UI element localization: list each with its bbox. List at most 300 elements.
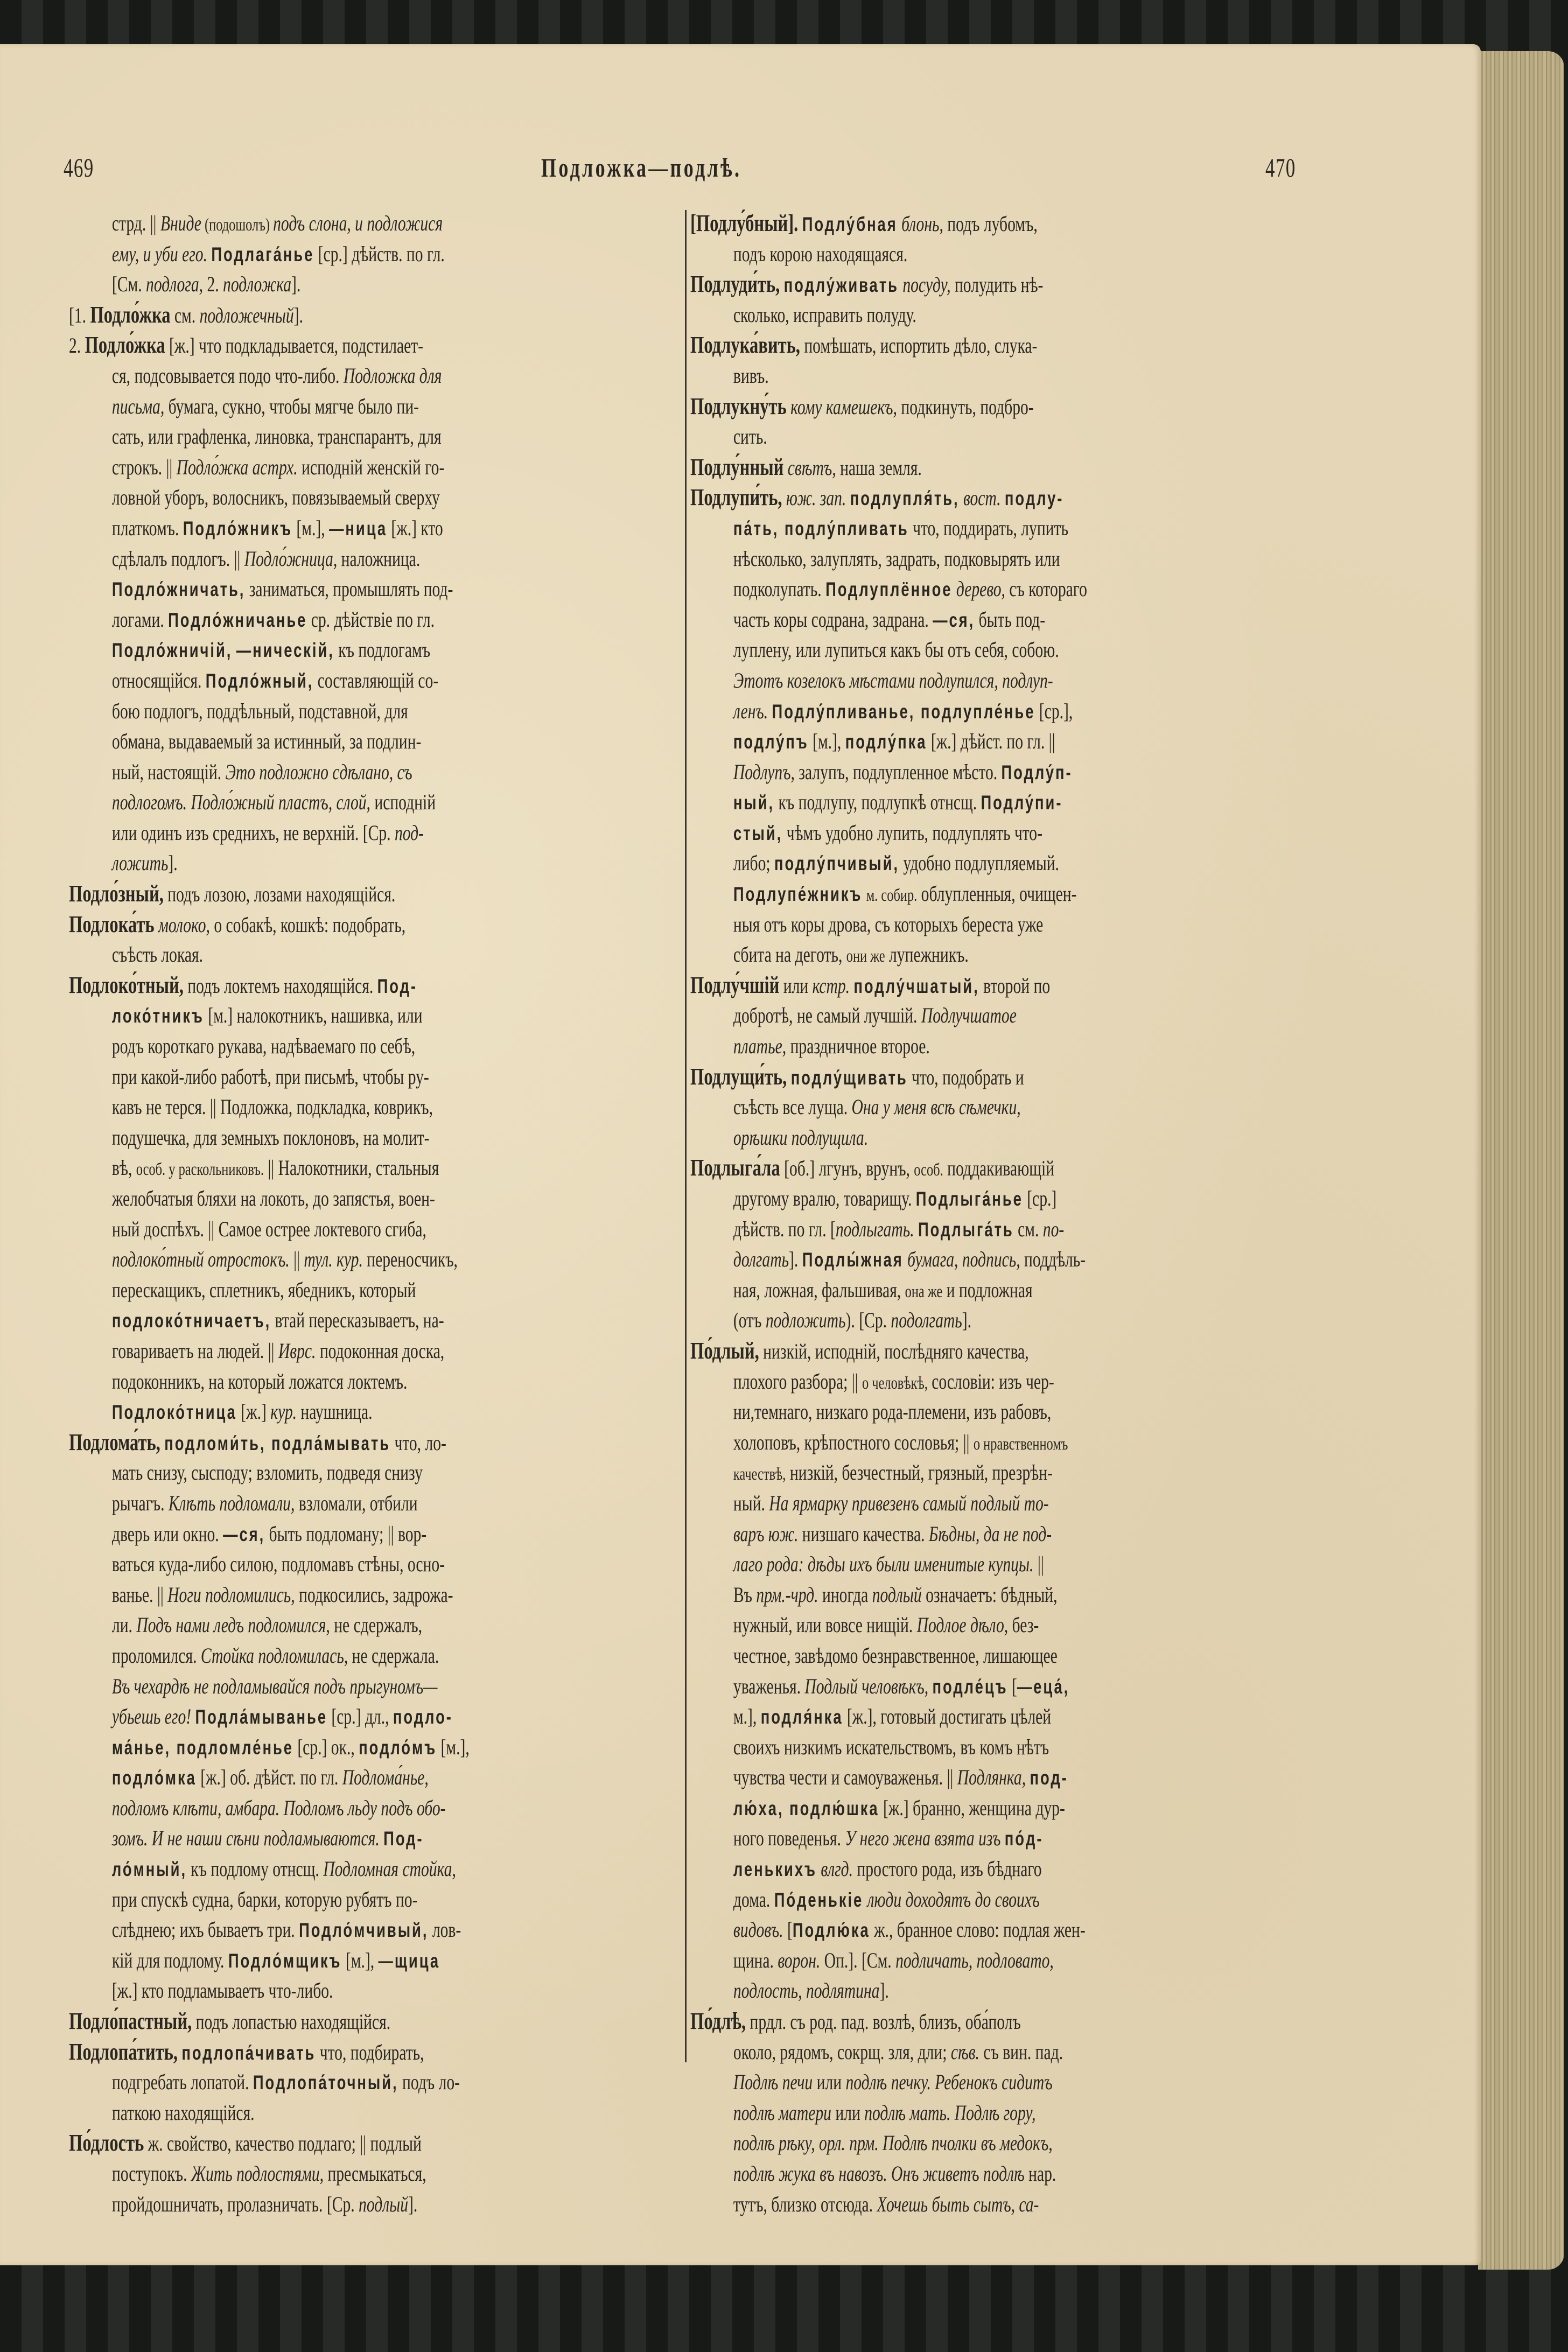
text-segment: иногда xyxy=(818,1582,872,1607)
text-line xyxy=(690,1123,1351,1153)
text-segment: см. xyxy=(1013,1216,1043,1241)
derived-form: подломи́ть, подла́мывать xyxy=(164,1432,391,1454)
text-segment: ]. xyxy=(408,2192,418,2216)
text-segment: холоповъ, крѣпостного сословья; || xyxy=(733,1430,974,1454)
example-italic: Въ чехардѣ не подламывайся подъ прыгуномъ— xyxy=(111,1674,438,1698)
entry-headword-line xyxy=(690,2006,1308,2037)
text-line xyxy=(69,1702,730,1732)
text-line xyxy=(69,2098,730,2129)
text-segment: стрд. || xyxy=(111,211,160,235)
text-segment xyxy=(768,699,772,723)
text-segment: ный. xyxy=(733,1490,769,1515)
derived-form: подлопа́чивать xyxy=(181,2041,316,2064)
derived-form: Подлопа́точный, xyxy=(253,2071,398,2094)
example-italic: дерево, xyxy=(956,577,1005,601)
text-line xyxy=(69,787,730,818)
entry-headword-line xyxy=(690,482,1308,513)
text-line xyxy=(69,1580,730,1611)
headword: Подлу́чшій xyxy=(690,971,780,998)
example-italic: влгд. xyxy=(821,1857,853,1881)
derived-form: ло́мный, xyxy=(111,1858,187,1881)
text-segment: плохого разбора; || xyxy=(733,1369,862,1394)
headword: Подло́жка xyxy=(85,332,165,359)
text-line xyxy=(69,818,730,849)
text-line xyxy=(690,2189,1351,2220)
text-segment xyxy=(780,272,783,297)
text-segment: сдѣлалъ подлогъ. || xyxy=(111,546,244,571)
example-italic: орѣшки подлущила. xyxy=(733,1125,869,1150)
text-line xyxy=(69,1641,730,1671)
text-segment: м.], xyxy=(733,1704,761,1729)
text-segment: ныя отъ коры дрова, съ которыхъ береста уже xyxy=(733,912,1044,936)
text-line xyxy=(690,300,1351,331)
text-segment: праздничное второе. xyxy=(786,1034,930,1059)
text-segment xyxy=(817,1857,821,1881)
text-segment: бумага, сукно, чтобы мягче было пи- xyxy=(164,394,419,418)
text-line xyxy=(690,1549,1351,1580)
example-italic: Подло́жница, xyxy=(244,546,338,571)
text-segment: сбита на деготь, xyxy=(733,942,846,967)
entry-headword-line xyxy=(69,330,687,361)
text-segment: ный, настоящій. xyxy=(111,759,226,784)
text-segment: (подошолъ) xyxy=(201,215,274,235)
text-line xyxy=(690,1610,1351,1641)
text-segment: [м.], xyxy=(808,729,845,754)
derived-form: Подлы́жная xyxy=(802,1249,904,1271)
text-segment: [ср.] дл., xyxy=(327,1704,393,1729)
text-line xyxy=(69,940,730,970)
text-line xyxy=(690,879,1351,909)
example-italic: Подлѣ печи xyxy=(733,2070,813,2095)
derived-form: подлу́щивать xyxy=(790,1066,908,1089)
text-segment: обмана, выдаваемый за истинный, за подлин- xyxy=(111,729,422,754)
dictionary-page xyxy=(0,44,1481,2265)
text-line xyxy=(690,1184,1351,1214)
headword: Подло́пастный, xyxy=(69,2008,192,2035)
example-italic: подложечный xyxy=(199,303,294,327)
text-line xyxy=(69,635,730,666)
text-segment: ного поведенья. xyxy=(733,1826,845,1851)
derived-form: подлоко́тничаетъ, xyxy=(111,1310,271,1332)
text-line xyxy=(69,1519,730,1550)
example-italic: Вниде xyxy=(160,211,201,235)
derived-form: ленькихъ xyxy=(733,1858,817,1881)
derived-form: —ница xyxy=(329,517,388,540)
derived-form: Подло́жный, xyxy=(205,669,314,692)
text-segment: ся, подсовывается подо что-либо. xyxy=(111,363,344,388)
text-line xyxy=(69,1793,730,1824)
text-line xyxy=(690,2067,1351,2098)
text-line xyxy=(690,726,1351,757)
headword: По́длость xyxy=(69,2130,144,2157)
text-segment: щина. xyxy=(733,1948,778,1972)
text-line xyxy=(690,1915,1351,1945)
text-line xyxy=(69,1823,730,1854)
example-italic: лаго рода: дѣды ихъ были именитые купцы. xyxy=(733,1552,1034,1577)
entry-headword-line xyxy=(69,2037,687,2068)
text-segment: либо; xyxy=(733,851,775,876)
entry-headword-line xyxy=(690,970,1308,1001)
text-line xyxy=(69,2159,730,2189)
text-line xyxy=(69,1854,730,1885)
text-line xyxy=(69,1367,730,1397)
derived-form: па́ть, подлу́пливать xyxy=(733,517,909,540)
text-segment xyxy=(191,1704,195,1728)
example-italic: кому камешекъ, xyxy=(790,394,897,419)
derived-form: подлупля́ть, xyxy=(850,487,960,510)
text-line xyxy=(690,1793,1351,1824)
derived-form: подло́мка xyxy=(111,1767,197,1789)
entry-headword-line xyxy=(690,1153,1308,1184)
example-italic: подлый xyxy=(872,1582,922,1607)
text-line xyxy=(690,1671,1351,1702)
text-line xyxy=(690,1762,1351,1793)
text-line xyxy=(690,1976,1351,2006)
example-italic: Это подложно сдѣлано, съ xyxy=(225,759,412,784)
text-segment: поддѣль- xyxy=(1020,1247,1086,1272)
example-italic: ленъ. xyxy=(733,698,768,723)
text-segment: о собакѣ, кошкѣ: подобрать, xyxy=(209,912,406,937)
text-segment: [ж.], готовый достигать цѣлей xyxy=(843,1704,1052,1729)
text-segment: подъ лозою, лозами находящійся. xyxy=(163,882,396,907)
text-segment: лов- xyxy=(428,1917,461,1942)
headword: Подлома́ть, xyxy=(69,1429,160,1455)
derived-form: Подлоко́тница xyxy=(111,1401,237,1424)
text-segment: они же xyxy=(846,947,885,967)
example-italic: блонь, xyxy=(901,212,943,236)
text-segment: || Налокотники, стальныя xyxy=(263,1156,439,1180)
text-segment: къ подлогамъ xyxy=(334,638,431,662)
entry-headword-line xyxy=(69,2128,687,2159)
headword: Подло́жка xyxy=(90,301,171,328)
entry-headword-line xyxy=(69,2006,687,2037)
example-italic: ему, и уби его. xyxy=(111,241,207,266)
example-italic: подложить xyxy=(765,1308,846,1333)
example-italic: подлѣ печку. Ребенокъ сидитъ xyxy=(845,2070,1053,2095)
text-segment: и подложная xyxy=(942,1277,1033,1302)
headword: [Подлу́бный]. xyxy=(690,210,799,236)
text-line xyxy=(690,1305,1351,1336)
text-segment: низшаго качества. xyxy=(798,1521,929,1546)
example-italic: Ноги подломились, xyxy=(167,1582,295,1607)
text-segment: быть под- xyxy=(975,607,1046,632)
text-segment xyxy=(1001,486,1005,510)
text-segment: исподній xyxy=(370,790,436,815)
text-segment: наша земля. xyxy=(836,455,922,480)
derived-form: Подлыга́нье xyxy=(915,1188,1023,1210)
text-segment: дѣйств. по гл. [ xyxy=(733,1216,836,1241)
example-italic: зомъ. И не наши сѣни подламываются. xyxy=(111,1826,380,1851)
derived-form: Подло́жничій, xyxy=(111,639,233,662)
text-segment: чѣмъ удобно лупить, подлуплять что- xyxy=(782,820,1042,845)
example-italic: Стойка подломилась, xyxy=(200,1643,348,1668)
text-segment: поступокъ. xyxy=(111,2161,191,2186)
derived-form: Подлу́бная xyxy=(802,213,898,235)
derived-form: подлу́пчивый, xyxy=(774,852,900,875)
text-segment: [ xyxy=(783,1917,793,1942)
text-segment: взломали, отбили xyxy=(295,1490,418,1515)
text-line xyxy=(69,666,730,696)
text-line xyxy=(69,1123,730,1153)
text-segment: подъ лубомъ, xyxy=(943,212,1038,236)
text-segment: кавъ не терся. || Подложка, подкладка, коврикъ, xyxy=(111,1095,433,1119)
headword: По́длый, xyxy=(690,1337,759,1364)
text-line xyxy=(690,1488,1351,1519)
text-line xyxy=(69,269,730,300)
example-italic: Подложка для xyxy=(343,363,442,388)
derived-form: Подлага́нье xyxy=(211,243,314,265)
entry-headword-line xyxy=(690,1336,1308,1367)
derived-form: —ся, xyxy=(223,1523,265,1545)
headword: Подлуди́ть, xyxy=(690,271,780,298)
text-line xyxy=(690,513,1351,544)
example-italic: кур. xyxy=(270,1399,297,1424)
derived-form: Подла́мыванье xyxy=(195,1706,328,1728)
text-segment: съѣсть локая. xyxy=(111,942,204,967)
example-italic: сѣв. xyxy=(950,2039,979,2064)
text-segment: проломился. xyxy=(111,1643,201,1668)
text-line xyxy=(69,1671,730,1702)
text-line xyxy=(69,1244,730,1275)
text-line xyxy=(690,1702,1351,1732)
text-segment: прдл. съ род. пад. возлѣ, близъ, оба́полъ xyxy=(746,2010,1021,2034)
text-segment: подоконникъ, на который ложатся локтемъ. xyxy=(111,1369,408,1394)
derived-form: под- xyxy=(1030,1767,1068,1789)
text-segment: переносчикъ, xyxy=(362,1247,458,1272)
example-italic: орл. прм. xyxy=(819,2131,879,2155)
derived-form: Под- xyxy=(383,1828,424,1850)
example-italic: На ярмарку привезенъ самый подлый то- xyxy=(769,1490,1049,1515)
text-segment: [ж.] об. дѣйст. по гл. xyxy=(196,1765,342,1790)
example-italic: Подло́жка астрх. xyxy=(176,454,298,479)
text-segment: добротѣ, не самый лучшій. xyxy=(733,1003,921,1028)
text-segment: [м.], xyxy=(292,515,330,540)
text-line xyxy=(69,1031,730,1062)
text-segment: поддакивающій xyxy=(943,1156,1055,1181)
text-line xyxy=(69,544,730,575)
text-line xyxy=(69,1000,730,1031)
text-segment: съ котораго xyxy=(1005,577,1087,601)
example-italic: подлѣ мать. Подлѣ гору, xyxy=(864,2100,1036,2125)
entry-headword-line xyxy=(690,391,1308,422)
text-line xyxy=(69,1945,730,1976)
derived-form: ма́нье, подломле́нье xyxy=(111,1736,293,1759)
headword: Подлука́вить, xyxy=(690,332,800,359)
text-segment: || xyxy=(289,1247,304,1272)
text-segment: о нравственномъ xyxy=(973,1434,1068,1454)
text-segment: не сдержалъ, xyxy=(330,1613,423,1637)
text-segment: рычагъ. xyxy=(111,1490,169,1515)
text-segment: ли. xyxy=(111,1613,137,1637)
headword: Подлыга́ла xyxy=(690,1154,780,1181)
text-segment: или xyxy=(813,2070,846,2095)
text-segment: исподній женскій го- xyxy=(297,454,445,479)
text-segment xyxy=(850,974,853,998)
text-line xyxy=(690,787,1351,818)
text-segment: что, подбирать, xyxy=(316,2040,424,2064)
example-italic: Жить подлостями, xyxy=(191,2161,324,2186)
headword: Подлоко́тный, xyxy=(69,971,184,998)
text-segment: [об.] лгунъ, врунъ, xyxy=(780,1156,914,1181)
text-segment: ни,темнаго, низкаго рода-племени, изъ рабовъ, xyxy=(733,1399,1052,1424)
text-segment: см. xyxy=(170,303,200,327)
text-segment xyxy=(815,2131,819,2155)
text-segment: [1. xyxy=(69,303,90,327)
text-segment xyxy=(863,1887,867,1912)
text-segment: не сдержала. xyxy=(348,1643,439,1668)
text-segment: что, подобрать и xyxy=(907,1065,1024,1089)
text-line xyxy=(690,1641,1351,1671)
text-segment: [м.], xyxy=(437,1734,470,1759)
text-line xyxy=(690,1458,1351,1488)
text-segment: (отъ xyxy=(733,1308,766,1333)
text-segment: другому вралю, товарищу. xyxy=(733,1186,916,1210)
text-line xyxy=(69,726,730,757)
example-italic: подлость, подлятина xyxy=(733,1978,880,2003)
text-line xyxy=(690,1244,1351,1275)
example-italic: видовъ. xyxy=(733,1917,783,1942)
text-line xyxy=(690,2037,1351,2068)
example-italic: свѣтъ, xyxy=(787,455,836,480)
text-line xyxy=(69,1275,730,1306)
text-line xyxy=(69,2189,730,2220)
example-italic: убьешь его! xyxy=(111,1704,192,1729)
derived-form: —ническій, xyxy=(236,639,334,662)
text-line xyxy=(690,1275,1351,1306)
example-italic: подлога, xyxy=(146,272,204,297)
text-line xyxy=(69,513,730,544)
text-segment: [См. xyxy=(111,272,146,297)
derived-form: подло́мъ xyxy=(359,1736,437,1759)
example-italic: тул. кур. xyxy=(304,1247,363,1272)
text-segment: чувства чести и самоуваженья. || xyxy=(733,1765,957,1790)
text-segment: 2. xyxy=(203,272,223,297)
text-line xyxy=(690,1397,1351,1427)
example-italic: Хочешь быть сытъ, са- xyxy=(877,2192,1039,2216)
text-segment: Оп.]. [См. xyxy=(820,1948,896,1972)
text-line xyxy=(690,361,1351,391)
example-italic: подлогомъ. Подло́жный пластъ, слой, xyxy=(111,790,370,815)
entry-headword-line xyxy=(69,970,687,1001)
derived-form: подлу́живать xyxy=(783,274,899,297)
text-line xyxy=(690,1000,1351,1031)
derived-form: Подлу́пи- xyxy=(981,792,1063,814)
derived-form: Подлю́ка xyxy=(792,1919,870,1942)
text-line xyxy=(690,696,1351,727)
text-line xyxy=(690,2159,1351,2189)
text-segment: бою подлогъ, поддѣльный, подставной, для xyxy=(111,698,408,723)
text-segment xyxy=(898,212,901,236)
text-segment xyxy=(1026,1765,1030,1789)
example-italic: подлый xyxy=(359,2192,409,2216)
derived-form: подлу́чшатый, xyxy=(853,975,979,997)
text-line xyxy=(690,666,1351,696)
text-segment: ]. xyxy=(962,1308,972,1333)
text-segment: ]. xyxy=(168,851,178,876)
text-line xyxy=(69,1610,730,1641)
derived-form: По́денькіе xyxy=(774,1888,864,1911)
text-segment: 2. xyxy=(69,333,85,358)
example-italic: платье, xyxy=(733,1034,787,1059)
example-italic: молоко, xyxy=(158,912,210,937)
text-segment: лупежникъ. xyxy=(885,942,969,967)
headword: Подлупи́ть, xyxy=(690,484,782,511)
text-segment: вѣ, xyxy=(111,1156,136,1180)
derived-form: подля́нка xyxy=(760,1706,843,1728)
text-line xyxy=(69,1915,730,1945)
text-segment xyxy=(1000,1826,1004,1850)
derived-form: ный, xyxy=(733,792,775,814)
entry-headword-line xyxy=(69,1427,687,1458)
derived-form: —ся, xyxy=(933,608,975,631)
text-line xyxy=(69,605,730,635)
text-segment: пройдошничать, пролазничать. [Ср. xyxy=(111,2192,359,2216)
example-italic: Подлучшатое xyxy=(921,1003,1017,1028)
text-segment: пресмыкаться, xyxy=(324,2161,426,2186)
headword: Подлопа́тить, xyxy=(69,2038,178,2065)
text-segment: простого рода, изъ бѣднаго xyxy=(853,1857,1042,1881)
text-segment: [м.] налокотникъ, нашивка, или xyxy=(204,1003,423,1028)
text-segment: ]. xyxy=(879,1978,889,2003)
example-italic: Подлое дѣло, xyxy=(916,1613,1009,1637)
text-line xyxy=(69,757,730,788)
headword: Подлукну́ть xyxy=(690,393,787,419)
text-segment: что, поддирать, лупить xyxy=(908,515,1068,540)
text-segment xyxy=(960,486,963,510)
text-segment: къ подлому отнсщ. xyxy=(187,1857,324,1881)
text-segment: нѣсколько, залуплять, задрать, подковырять или xyxy=(733,546,1060,571)
text-line xyxy=(69,361,730,391)
page-number-left: 469 xyxy=(64,152,94,183)
text-segment: наложница. xyxy=(337,546,421,571)
text-line xyxy=(690,848,1351,879)
text-segment: подъ лопастью находящійся. xyxy=(192,2010,391,2034)
text-segment xyxy=(846,486,850,510)
text-segment: ]. xyxy=(291,272,301,297)
text-segment: ]. xyxy=(789,1247,802,1272)
text-segment: ср. дѣйствіе по гл. xyxy=(307,607,435,632)
example-italic: Бѣдны, да не под- xyxy=(928,1521,1052,1546)
text-segment: наушница. xyxy=(297,1399,373,1424)
text-line xyxy=(690,1823,1351,1854)
text-segment: подколупать. xyxy=(733,577,826,601)
text-segment: логами. xyxy=(111,607,169,632)
text-segment: что, ло- xyxy=(390,1430,446,1455)
text-line xyxy=(69,1488,730,1519)
text-segment: луплену, или лупиться какъ бы отъ себя, собою. xyxy=(733,638,1059,662)
text-line xyxy=(690,2128,1351,2159)
text-segment: ваться куда-либо силою, подломавъ стѣны, осно- xyxy=(111,1552,445,1577)
text-segment xyxy=(765,1522,768,1546)
example-italic: посуду, xyxy=(902,272,951,297)
derived-form: Под- xyxy=(377,975,418,997)
text-segment: особ. у раскольниковъ. xyxy=(136,1160,264,1180)
text-segment: мать снизу, сысподу; взломить, подведя снизу xyxy=(111,1460,423,1485)
text-segment: быть подломану; || вор- xyxy=(265,1521,427,1546)
text-line xyxy=(69,1184,730,1214)
left-column xyxy=(69,208,688,2220)
derived-form: подлу́пъ xyxy=(733,731,809,753)
text-segment: нужный, или вовсе нищій. xyxy=(733,1613,917,1637)
text-segment: облупленныя, очищен- xyxy=(917,881,1077,906)
headword: По́длѣ, xyxy=(690,2008,746,2035)
text-segment: она же xyxy=(905,1282,943,1301)
text-segment: говариваетъ на людей. || xyxy=(111,1338,278,1363)
text-segment: [ср.] дѣйств. по гл. xyxy=(314,241,445,266)
example-italic: письма, xyxy=(111,394,165,418)
text-line xyxy=(690,818,1351,849)
text-line xyxy=(69,1214,730,1245)
